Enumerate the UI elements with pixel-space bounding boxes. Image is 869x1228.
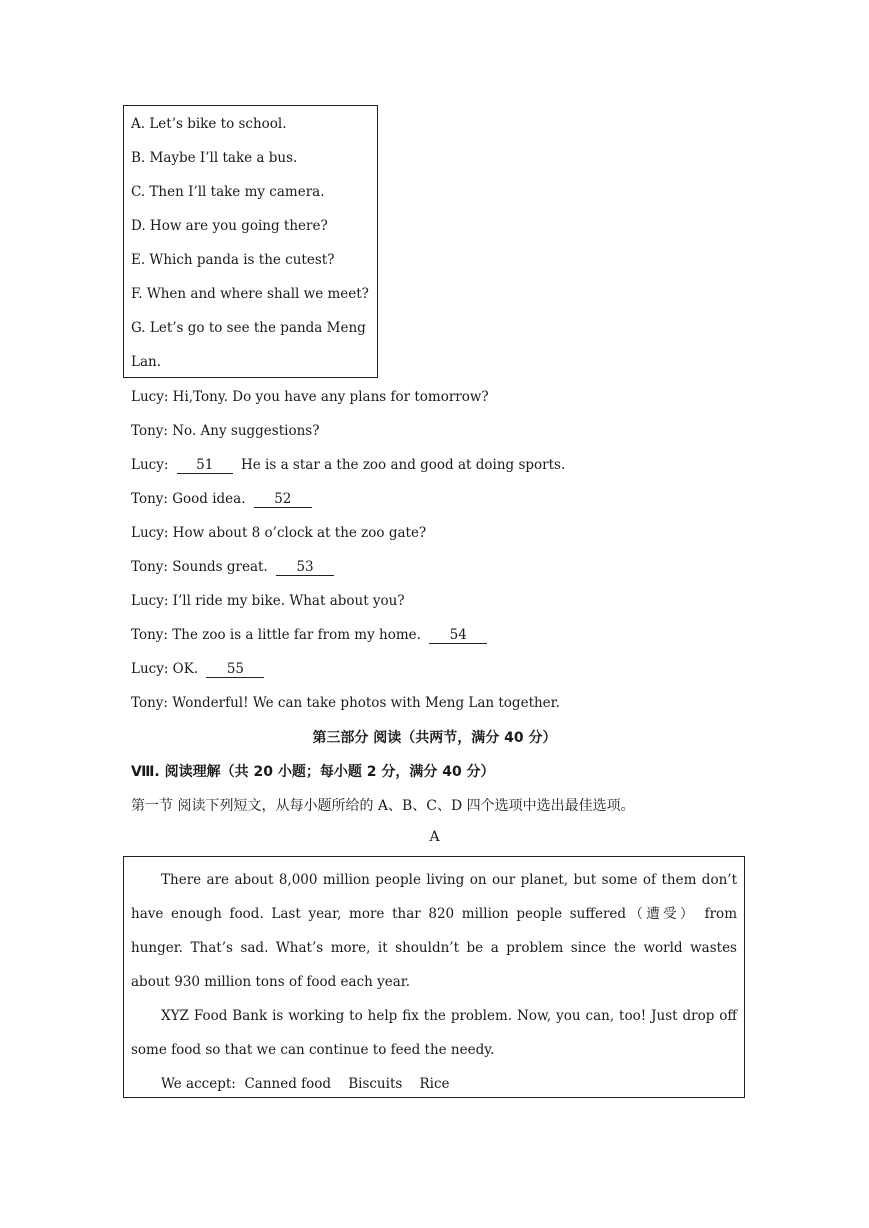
accept-label: We accept:	[161, 1076, 236, 1092]
line-text: Lucy: OK.	[131, 661, 199, 677]
option-b: B. Maybe I’ll take a bus.	[131, 150, 298, 166]
option-d: D. How are you going there?	[131, 218, 328, 234]
options-box	[123, 105, 378, 378]
dialogue-line: Lucy: How about 8 o’clock at the zoo gate?	[131, 525, 427, 541]
blank-55: 55	[206, 661, 264, 678]
section-title: 第三部分 阅读（共两节，满分 40 分）	[312, 730, 557, 746]
passage-label: A	[429, 829, 440, 845]
option-e: E. Which panda is the cutest?	[131, 252, 335, 268]
dialogue-line: Lucy: I’ll ride my bike. What about you?	[131, 593, 405, 609]
line-text: Lucy:	[131, 457, 169, 473]
instruction: 第一节 阅读下列短文，从每小题所给的 A、B、C、D 四个选项中选出最佳选项。	[131, 798, 635, 814]
line-text: He is a star a the zoo and good at doing sports.	[241, 457, 566, 473]
dialogue-line	[131, 452, 831, 486]
accept-item: Biscuits	[348, 1076, 403, 1092]
dialogue-line	[131, 554, 831, 588]
accept-item: Rice	[419, 1076, 450, 1092]
option-a: A. Let’s bike to school.	[131, 116, 287, 132]
option-g: G. Let’s go to see the panda Meng	[131, 320, 366, 336]
line-text: Tony: Good idea.	[131, 491, 246, 507]
option-c: C. Then I’ll take my camera.	[131, 184, 325, 200]
dialogue-line: Tony: Wonderful! We can take photos with Meng Lan together.	[131, 695, 560, 711]
dialogue-line: Tony: No. Any suggestions?	[131, 423, 320, 439]
passage-paragraph: XYZ Food Bank is working to help fix the problem. Now, you can, too! Just drop off some food so that we can continue to feed the needy.	[131, 1008, 737, 1058]
blank-54: 54	[429, 627, 487, 644]
section-heading: Ⅷ. 阅读理解（共 20 小题；每小题 2 分，满分 40 分）	[131, 764, 495, 780]
passage-box	[123, 856, 745, 1098]
dialogue	[131, 384, 831, 724]
accept-item: Canned food	[244, 1076, 332, 1092]
option-g-continued: Lan.	[131, 354, 161, 370]
option-f: F. When and where shall we meet?	[131, 286, 369, 302]
line-text: Tony: Sounds great.	[131, 559, 268, 575]
dialogue-line: Lucy: Hi,Tony. Do you have any plans for tomorrow?	[131, 389, 489, 405]
dialogue-line	[131, 622, 831, 656]
blank-52: 52	[254, 491, 312, 508]
dialogue-line	[131, 656, 831, 690]
dialogue-line	[131, 486, 831, 520]
passage-paragraph: There are about 8,000 million people living on our planet, but some of them don’t have enough food. Last year, more thar 820 million people suffered（遭受） from hunger. That’s sad. What’s more, it shouldn’t be a problem since the world wastes about 930 million tons of food each year.	[131, 872, 737, 990]
line-text: Tony: The zoo is a little far from my home.	[131, 627, 421, 643]
accept-line	[131, 1067, 737, 1101]
blank-51: 51	[177, 457, 233, 474]
blank-53: 53	[276, 559, 334, 576]
